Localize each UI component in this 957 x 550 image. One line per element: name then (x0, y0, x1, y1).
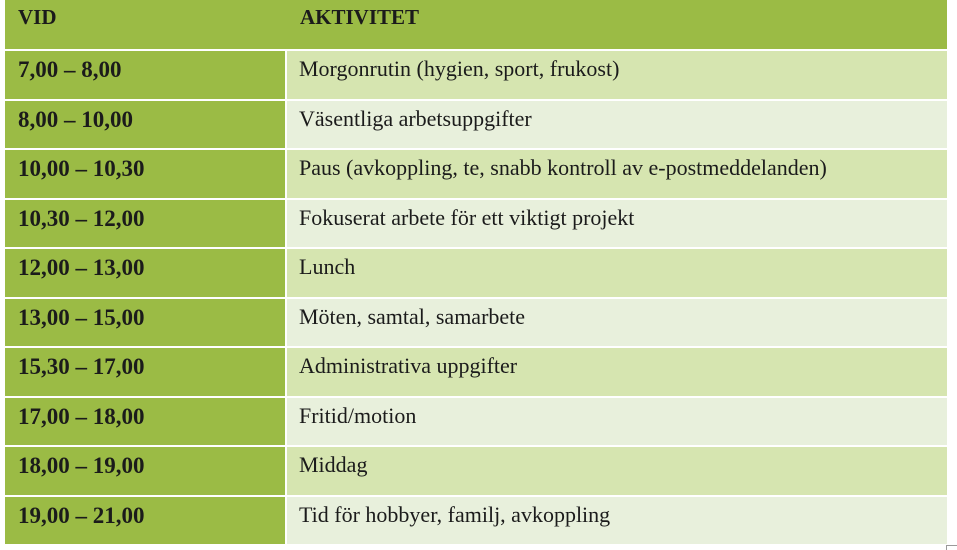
schedule-table (5, 0, 947, 546)
time-cell: 15,30 – 17,00 (5, 347, 286, 397)
time-cell: 17,00 – 18,00 (5, 397, 286, 447)
table-row (5, 298, 947, 348)
table-row (5, 248, 947, 298)
time-cell: 10,00 – 10,30 (5, 149, 286, 199)
activity-cell: Morgonrutin (hygien, sport, frukost) (286, 50, 947, 100)
table-row (5, 397, 947, 447)
activity-cell: Administrativa uppgifter (286, 347, 947, 397)
table-row (5, 446, 947, 496)
time-cell: 7,00 – 8,00 (5, 50, 286, 100)
time-column-header: VID (5, 0, 286, 50)
time-cell: 19,00 – 21,00 (5, 496, 286, 546)
activity-cell: Möten, samtal, samarbete (286, 298, 947, 348)
activity-cell: Lunch (286, 248, 947, 298)
table-row (5, 100, 947, 150)
time-cell: 8,00 – 10,00 (5, 100, 286, 150)
table-header-row (5, 0, 947, 50)
activity-column-header: AKTIVITET (286, 0, 947, 50)
time-cell: 12,00 – 13,00 (5, 248, 286, 298)
time-cell: 10,30 – 12,00 (5, 199, 286, 249)
activity-cell: Fritid/motion (286, 397, 947, 447)
table-row (5, 199, 947, 249)
activity-cell: Middag (286, 446, 947, 496)
activity-cell: Fokuserat arbete för ett viktigt projekt (286, 199, 947, 249)
activity-cell: Väsentliga arbetsuppgifter (286, 100, 947, 150)
time-cell: 13,00 – 15,00 (5, 298, 286, 348)
table-row (5, 50, 947, 100)
table-resize-handle[interactable] (946, 545, 957, 550)
table-row (5, 149, 947, 199)
table-row (5, 496, 947, 546)
activity-cell: Tid för hobbyer, familj, avkoppling (286, 496, 947, 546)
activity-cell: Paus (avkoppling, te, snabb kontroll av e-postmeddelanden) (286, 149, 947, 199)
table-row (5, 347, 947, 397)
time-cell: 18,00 – 19,00 (5, 446, 286, 496)
